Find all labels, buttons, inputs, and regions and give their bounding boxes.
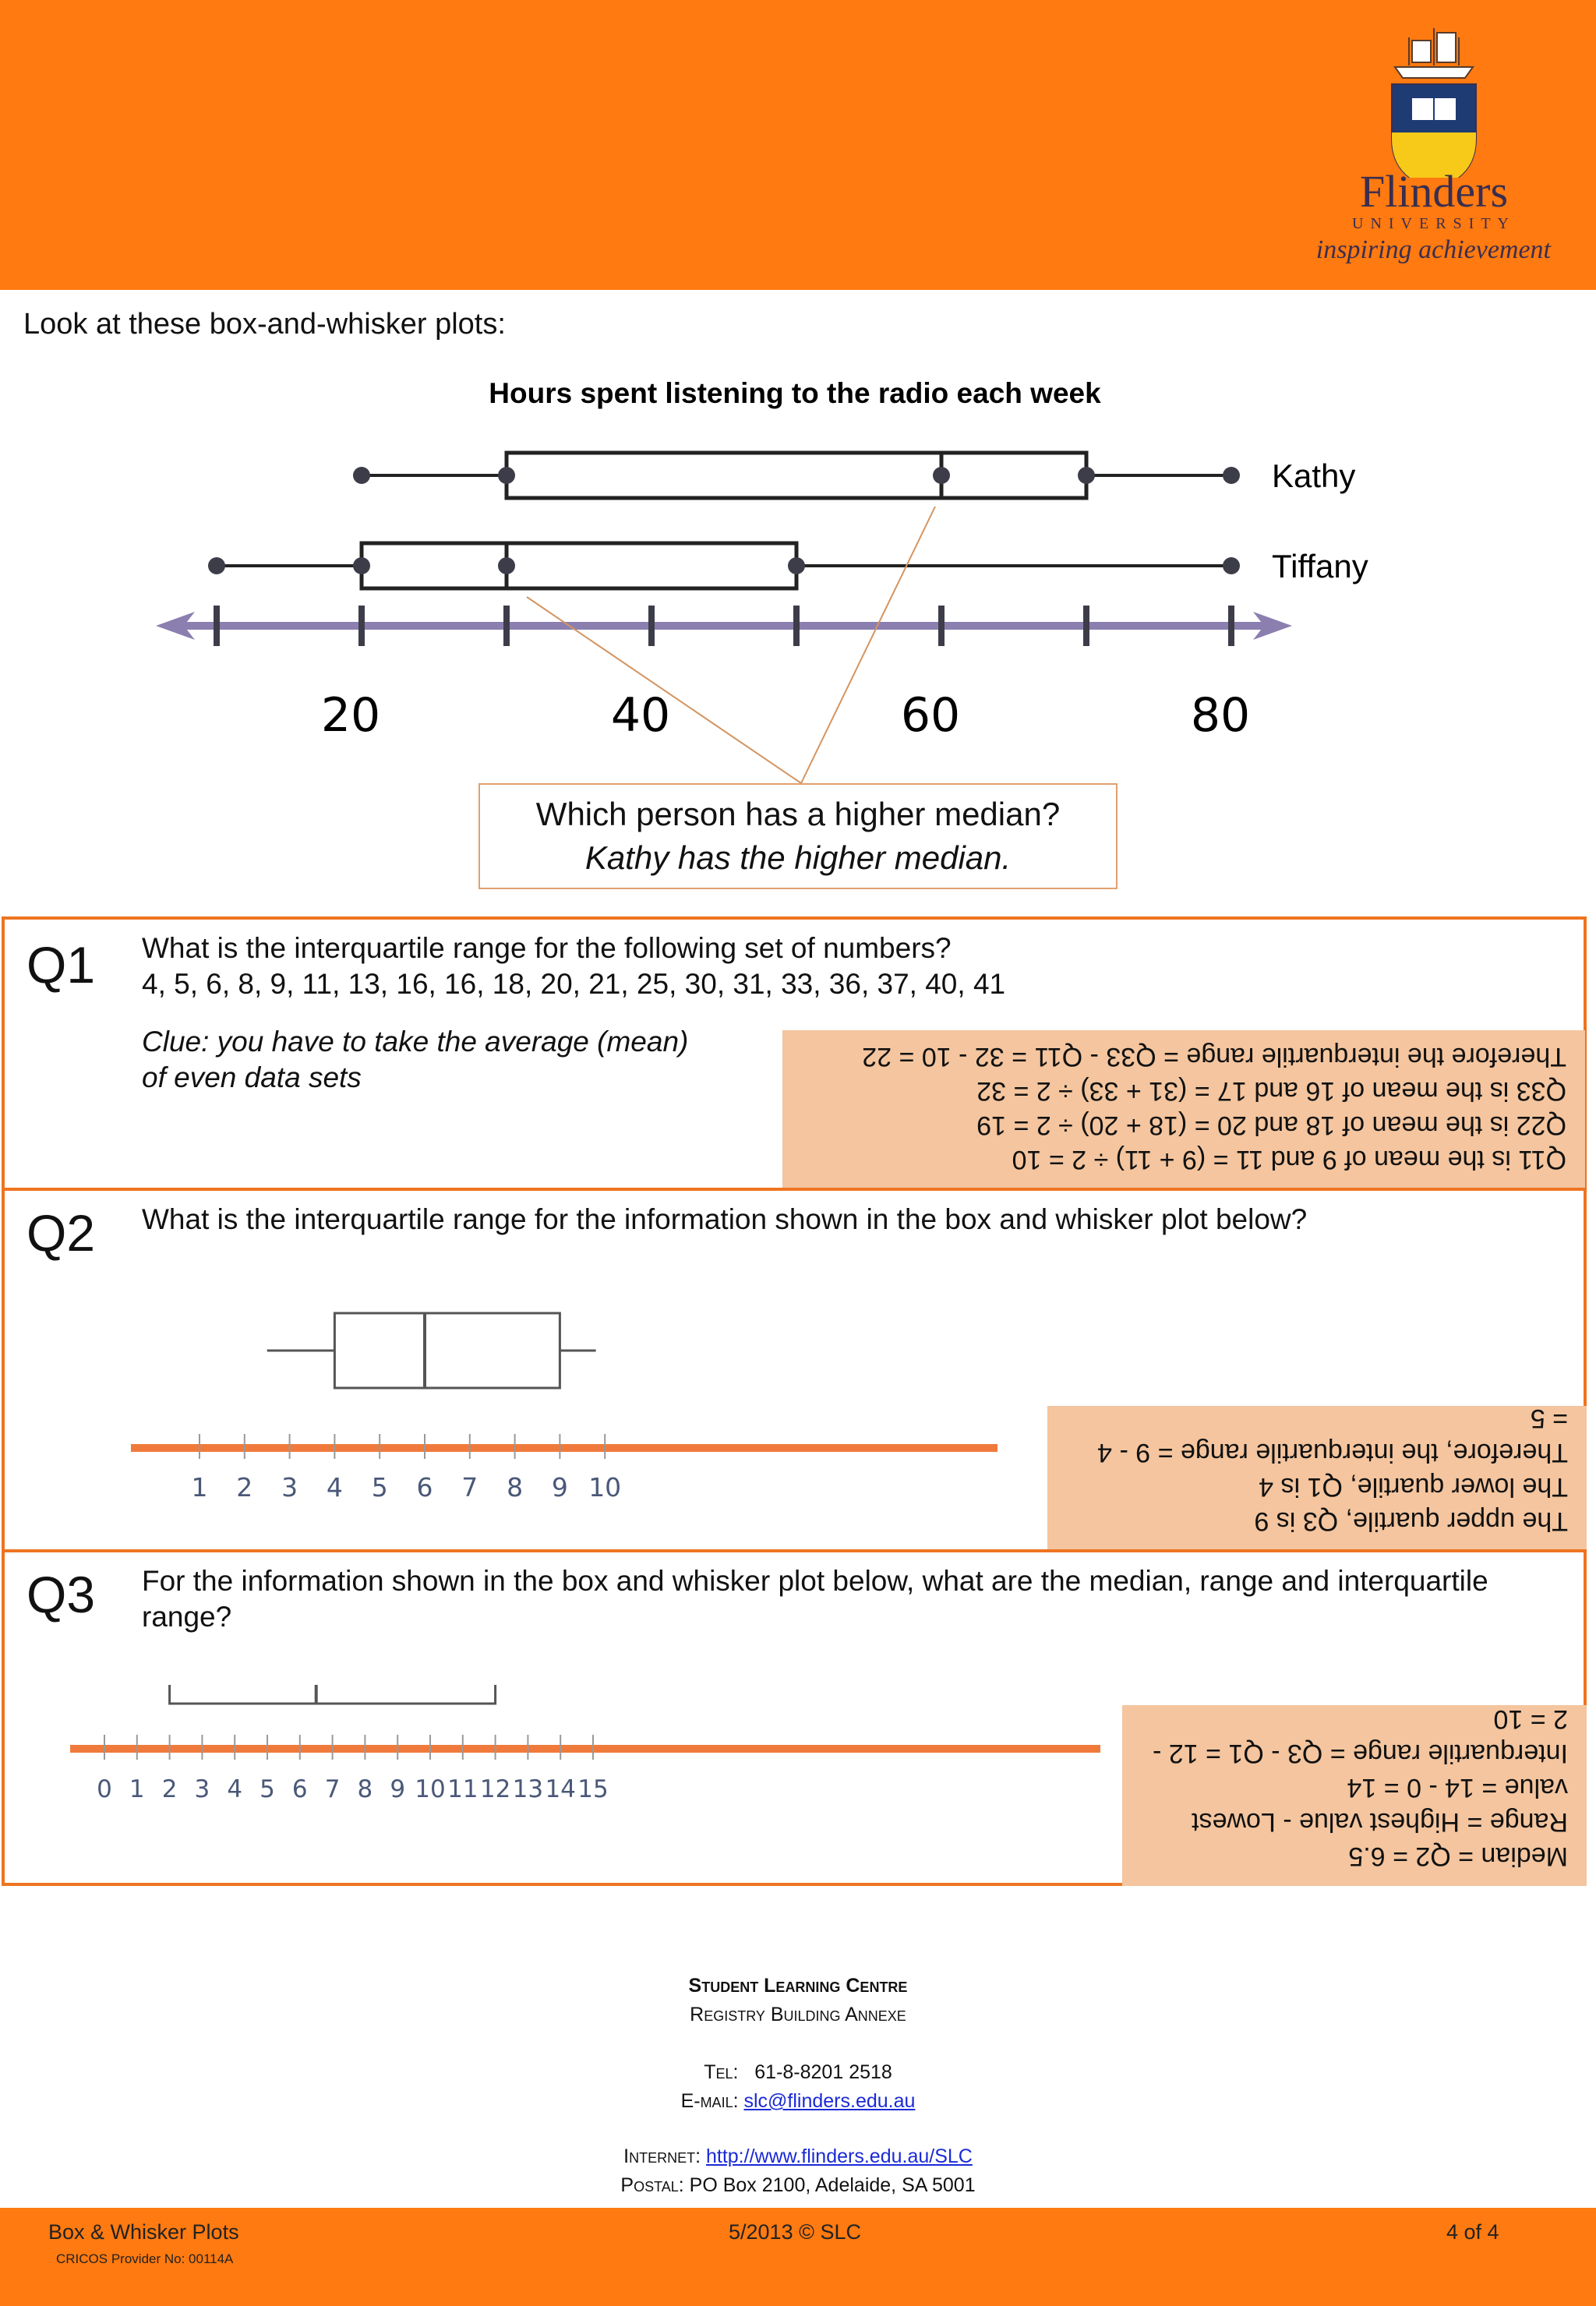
footer-bar xyxy=(0,2208,1596,2306)
tick-label: 15 xyxy=(577,1775,609,1803)
answer-line: value = 14 - 0 = 14 xyxy=(1347,1773,1568,1803)
tick-label: 3 xyxy=(194,1775,210,1803)
data-point xyxy=(498,557,515,574)
postal-address: PO Box 2100, Adelaide, SA 5001 xyxy=(689,2174,976,2196)
data-point xyxy=(353,467,370,484)
tick-label: 1 xyxy=(129,1775,145,1803)
cricos-number: CRICOS Provider No: 00114A xyxy=(56,2251,234,2266)
website-link[interactable]: http://www.flinders.edu.au/SLC xyxy=(705,2145,973,2167)
email-line xyxy=(0,2087,1596,2116)
question-2-box xyxy=(2,1188,1587,1552)
question-text: For the information shown in the box and whisker plot below, what are the median, range and interquartile range? xyxy=(142,1565,1488,1633)
callout-question: Which person has a higher median? xyxy=(535,796,1061,832)
series-label: Tiffany xyxy=(1272,548,1368,584)
question-text: What is the interquartile range for the following set of numbers? xyxy=(142,932,952,964)
tick-label: 10 xyxy=(588,1472,622,1503)
contact-info xyxy=(0,1972,1596,2200)
tick-label: 12 xyxy=(479,1775,511,1803)
upside-down-answer xyxy=(1122,1705,1587,1886)
tick-label: 20 xyxy=(320,688,381,743)
tick-label: 5 xyxy=(260,1775,275,1803)
clue-line-2: of even data sets xyxy=(142,1061,362,1093)
box-plot-radio xyxy=(0,358,1596,795)
tel-line xyxy=(0,2058,1596,2087)
answer-line: Therefore, the interquartile range = 9 - 4 xyxy=(1097,1438,1568,1467)
tick-label: 11 xyxy=(447,1775,478,1803)
postal-label: Postal: xyxy=(620,2174,684,2196)
tick-label: 0 xyxy=(97,1775,112,1803)
tick-label: 4 xyxy=(227,1775,243,1803)
tick-label: 5 xyxy=(371,1472,388,1503)
logo-tagline: inspiring achievement xyxy=(1315,235,1551,264)
median-callout xyxy=(478,783,1118,889)
plot-title: Hours spent listening to the radio each week xyxy=(489,377,1101,409)
email-label: E-mail: xyxy=(680,2090,739,2112)
data-point xyxy=(1078,467,1095,484)
tick-label: 10 xyxy=(415,1775,446,1803)
box-plot-q3 xyxy=(36,1685,1127,1864)
internet-label: Internet: xyxy=(623,2145,701,2167)
tick-label: 1 xyxy=(191,1472,208,1503)
answer-line: Interquartile range = Q3 - Q1 = 12 - xyxy=(1153,1739,1568,1768)
answer-line: Q11 is the mean of 9 and 11 = (9 + 11) ÷ 2 = 10 xyxy=(1012,1145,1566,1174)
tick-label: 9 xyxy=(390,1775,406,1803)
tick-label: 40 xyxy=(610,688,671,743)
postal-line xyxy=(0,2171,1596,2200)
tel-number: 61-8-8201 2518 xyxy=(754,2061,892,2083)
logo-name: Flinders xyxy=(1359,166,1509,217)
doc-date: 5/2013 © SLC xyxy=(729,2220,862,2244)
email-link[interactable]: slc@flinders.edu.au xyxy=(743,2090,916,2112)
tick-label: 13 xyxy=(512,1775,544,1803)
tick-label: 2 xyxy=(161,1775,178,1803)
answer-line: Q22 is the mean of 18 and 20 = (18 + 20) ÷ 2 = 19 xyxy=(976,1111,1566,1140)
tick-label: 60 xyxy=(900,688,961,743)
intro-text: Look at these box-and-whisker plots: xyxy=(23,308,506,341)
answer-line: = 5 xyxy=(1530,1404,1568,1433)
box-plot-q2 xyxy=(122,1292,1002,1541)
data-point xyxy=(1223,467,1240,484)
clue-line-1: Clue: you have to take the average (mean) xyxy=(142,1026,689,1058)
answer-line: Median = Q2 = 6.5 xyxy=(1348,1842,1568,1871)
doc-title: Box & Whisker Plots xyxy=(48,2220,239,2244)
internet-line xyxy=(0,2142,1596,2171)
data-point xyxy=(1223,557,1240,574)
upside-down-answer xyxy=(1047,1406,1587,1551)
question-1-box xyxy=(2,916,1587,1191)
data-point xyxy=(208,557,225,574)
tick-label: 7 xyxy=(324,1775,341,1803)
data-point xyxy=(353,557,370,574)
tick-label: 6 xyxy=(291,1775,308,1803)
callout-answer: Kathy has the higher median. xyxy=(584,839,1012,876)
iqr-box xyxy=(507,453,1086,498)
question-number: Q2 xyxy=(26,1204,96,1262)
tick-label: 7 xyxy=(461,1472,478,1503)
iqr-box xyxy=(170,1685,496,1704)
centre-name: Student Learning Centre xyxy=(688,1975,908,1997)
tick-label: 3 xyxy=(281,1472,298,1503)
tick-label: 14 xyxy=(545,1775,576,1803)
question-3-box xyxy=(2,1549,1587,1886)
crest-icon xyxy=(1317,22,1551,178)
answer-line: Range = Highest value - Lowest xyxy=(1192,1807,1568,1837)
header-banner xyxy=(0,0,1596,290)
page-number: 4 of 4 xyxy=(1446,2220,1499,2244)
question-number: Q3 xyxy=(26,1566,96,1623)
question-number: Q1 xyxy=(26,936,96,994)
tick-label: 8 xyxy=(357,1775,373,1803)
iqr-box xyxy=(334,1313,560,1388)
upside-down-answer xyxy=(782,1030,1585,1189)
number-set: 4, 5, 6, 8, 9, 11, 13, 16, 16, 18, 20, 21, 25, 30, 31, 33, 36, 37, 40, 41 xyxy=(142,968,1006,1000)
tick-label: 2 xyxy=(236,1472,253,1503)
answer-line: The upper quartile, Q3 is 9 xyxy=(1254,1506,1568,1536)
flinders-logo xyxy=(1317,22,1551,271)
data-point xyxy=(933,467,950,484)
series-label: Kathy xyxy=(1272,457,1356,494)
answer-line: Therefore the interquartile range = Q33 - Q11 = 32 - 10 = 22 xyxy=(862,1042,1566,1072)
data-point xyxy=(788,557,805,574)
tick-label: 6 xyxy=(416,1472,433,1503)
tick-label: 9 xyxy=(551,1472,568,1503)
answer-line: Q33 is the mean of 16 and 17 = (31 + 33) ÷ 2 = 32 xyxy=(976,1076,1566,1106)
tick-label: 4 xyxy=(326,1472,343,1503)
data-point xyxy=(498,467,515,484)
tel-label: Tel: xyxy=(704,2061,739,2083)
logo-university: UNIVERSITY xyxy=(1352,215,1516,232)
iqr-box xyxy=(362,543,796,588)
answer-line: 2 = 10 xyxy=(1493,1704,1568,1734)
answer-line: The lower quartile, Q1 is 4 xyxy=(1259,1472,1568,1502)
tick-label: 8 xyxy=(507,1472,524,1503)
building-name: Registry Building Annexe xyxy=(690,2004,906,2025)
question-text: What is the interquartile range for the information shown in the box and whisker plot below? xyxy=(142,1203,1308,1235)
tick-label: 80 xyxy=(1190,688,1251,743)
